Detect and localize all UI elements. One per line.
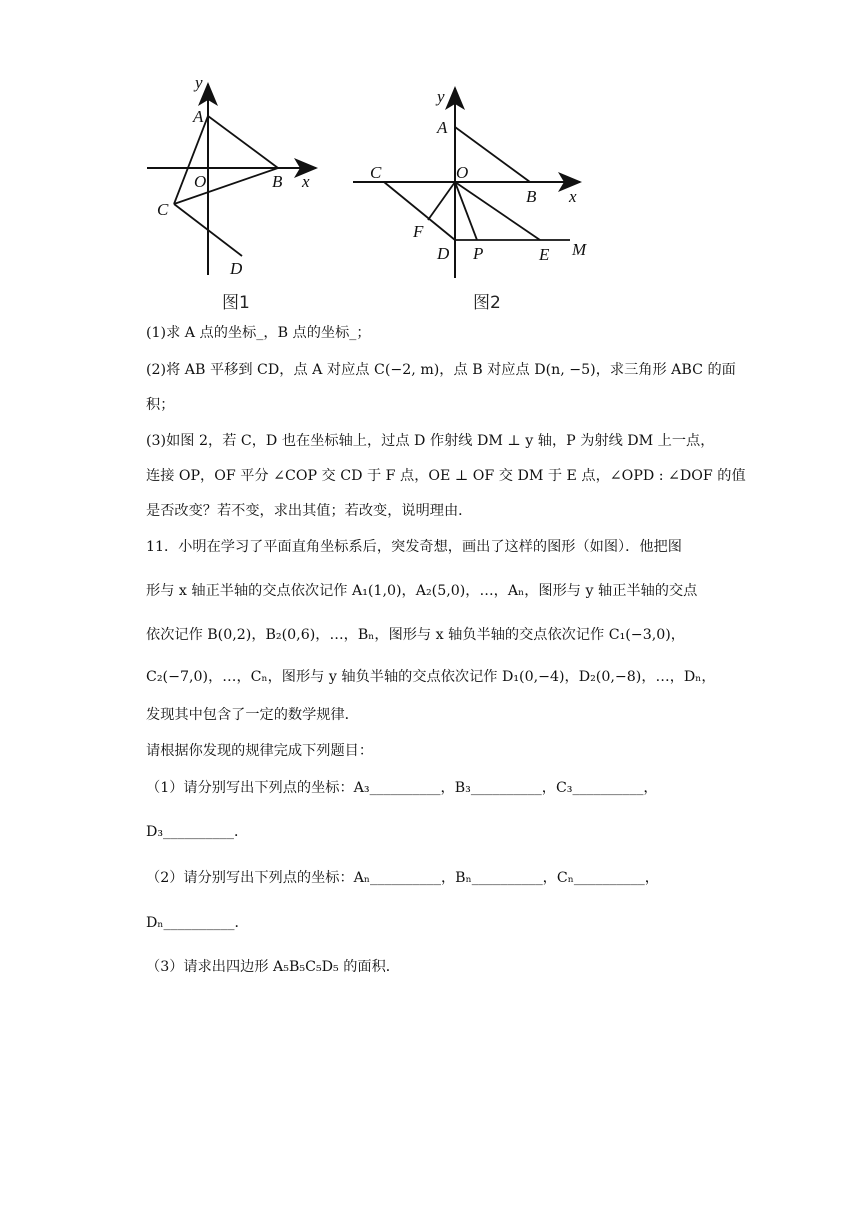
label-m: M <box>572 240 587 259</box>
label-c: C <box>370 163 382 182</box>
segment-of <box>428 182 455 220</box>
label-x: x <box>302 172 310 191</box>
subquestion-2-line-2: Dₙ__________． <box>146 915 249 931</box>
problem-11-line-4: C₂(−7,0)，…，Cₙ，图形与 y 轴负半轴的交点依次记作 D₁(0,−4)，D₂(0,−8)，…，Dₙ， <box>146 669 716 685</box>
label-a: A <box>193 107 204 126</box>
label-d: D <box>437 244 450 263</box>
problem-11-line-5: 发现其中包含了一定的数学规律． <box>146 707 359 723</box>
figure-1 <box>140 70 340 280</box>
label-b: B <box>526 187 537 206</box>
label-p: P <box>473 244 484 263</box>
question-2-line-2: 积； <box>146 397 175 413</box>
label-f: F <box>413 222 424 241</box>
label-c: C <box>157 200 169 219</box>
subquestion-1-line-2: D₃__________． <box>146 824 249 840</box>
problem-11-line-6: 请根据你发现的规律完成下列题目： <box>146 743 374 759</box>
question-1: (1)求 A 点的坐标_，B 点的坐标_； <box>146 325 371 341</box>
label-e: E <box>539 245 550 264</box>
figure-2 <box>350 82 600 282</box>
segment-op <box>455 182 477 240</box>
label-b: B <box>272 172 283 191</box>
figure-2-caption: 图2 <box>473 293 501 313</box>
label-y: y <box>195 73 203 92</box>
label-x: x <box>569 187 577 206</box>
label-a: A <box>437 118 448 137</box>
subquestion-3: （3）请求出四边形 A₅B₅C₅D₅ 的面积． <box>146 959 400 975</box>
label-o: O <box>456 163 469 182</box>
subquestion-1-line-1: （1）请分别写出下列点的坐标：A₃__________，B₃__________，C₃__________， <box>146 780 658 796</box>
problem-11-line-1: 11．小明在学习了平面直角坐标系后，突发奇想，画出了这样的图形（如图）．他把图 <box>146 539 682 555</box>
segment-ab <box>208 116 278 168</box>
problem-11-line-3: 依次记作 B(0,2)，B₂(0,6)，…，Bₙ，图形与 x 轴负半轴的交点依次记作 C₁(−3,0)， <box>146 627 685 643</box>
question-3-line-3: 是否改变？若不变，求出其值；若改变，说明理由． <box>146 503 473 519</box>
question-3-line-1: (3)如图 2，若 C，D 也在坐标轴上，过点 D 作射线 DM ⊥ y 轴，P 为射线 DM 上一点， <box>146 433 715 449</box>
subquestion-2-line-1: （2）请分别写出下列点的坐标：Aₙ__________，Bₙ__________，Cₙ__________， <box>146 870 659 886</box>
label-y: y <box>437 87 445 106</box>
label-d: D <box>230 259 243 278</box>
label-o: O <box>194 172 207 191</box>
figure-1-caption: 图1 <box>222 293 250 313</box>
question-3-line-2: 连接 OP，OF 平分 ∠COP 交 CD 于 F 点，OE ⊥ OF 交 DM 于 E 点，∠OPD : ∠DOF 的值 <box>146 468 746 484</box>
segment-bc <box>174 168 278 204</box>
question-2-line-1: (2)将 AB 平移到 CD，点 A 对应点 C(−2, m)，点 B 对应点 D(n, −5)，求三角形 ABC 的面 <box>146 362 736 378</box>
problem-11-line-2: 形与 x 轴正半轴的交点依次记作 A₁(1,0)，A₂(5,0)，…，Aₙ，图形与 y 轴正半轴的交点 <box>146 583 698 599</box>
